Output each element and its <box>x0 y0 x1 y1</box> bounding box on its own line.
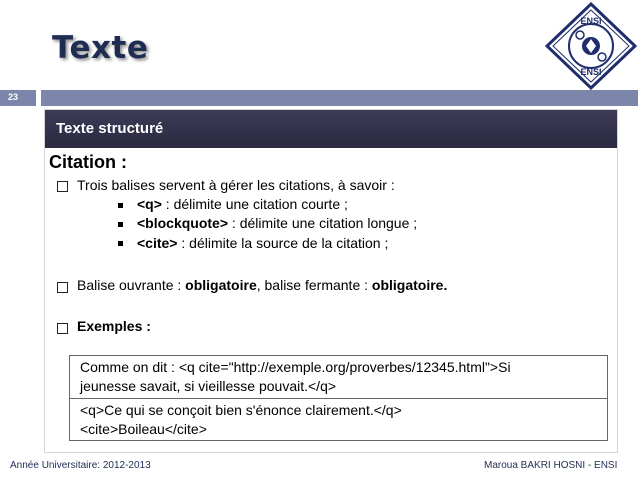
tag-item <box>137 215 417 231</box>
rule-part: , balise fermante : <box>256 277 372 293</box>
example-1-line-2: jeunesse savait, si vieillesse pouvait.</q> <box>80 378 337 394</box>
slide-title: Texte <box>52 30 149 66</box>
rule-bold: obligatoire <box>185 277 257 293</box>
rule-text <box>77 277 447 293</box>
examples-divider <box>70 398 607 399</box>
header-bar <box>41 90 638 106</box>
tag-name: <cite> <box>137 235 178 251</box>
square-bullet-icon <box>118 241 123 246</box>
square-bullet-icon <box>118 222 123 227</box>
content-panel <box>44 109 618 453</box>
page-number: 23 <box>8 92 19 102</box>
section-title: Texte structuré <box>56 120 164 137</box>
checkbox-bullet-icon <box>57 181 68 192</box>
tag-desc: : délimite une citation longue ; <box>228 215 418 231</box>
section-header <box>45 110 617 148</box>
checkbox-bullet-icon <box>57 282 68 293</box>
rule-part: Balise ouvrante : <box>77 277 186 293</box>
tag-desc: : délimite la source de la citation ; <box>177 235 389 251</box>
examples-label: Exemples : <box>77 318 151 334</box>
tag-desc: : délimite une citation courte ; <box>161 196 348 212</box>
citation-heading: Citation : <box>49 152 127 172</box>
tag-name: <blockquote> <box>137 215 229 231</box>
example-1-line-1: Comme on dit : <q cite="http://exemple.org/proverbes/12345.html">Si <box>80 359 511 375</box>
tag-item <box>137 196 348 212</box>
square-bullet-icon <box>118 203 123 208</box>
examples-box <box>69 355 608 441</box>
intro-text: Trois balises servent à gérer les citations, à savoir : <box>77 177 395 193</box>
footer-academic-year: Année Universitaire: 2012-2013 <box>10 460 151 471</box>
tag-item <box>137 235 388 251</box>
example-2-line-2: <cite>Boileau</cite> <box>80 421 207 437</box>
logo-top-text: ENSI <box>580 16 602 26</box>
checkbox-bullet-icon <box>57 323 68 334</box>
ensi-logo <box>545 2 637 90</box>
tag-name: <q> <box>137 196 162 212</box>
rule-bold: obligatoire. <box>371 277 448 293</box>
logo-bottom-text: ENSI <box>580 67 602 77</box>
example-2-line-1: <q>Ce qui se conçoit bien s'énonce clairement.</q> <box>80 402 402 418</box>
footer-author: Maroua BAKRI HOSNI - ENSI <box>484 460 618 471</box>
